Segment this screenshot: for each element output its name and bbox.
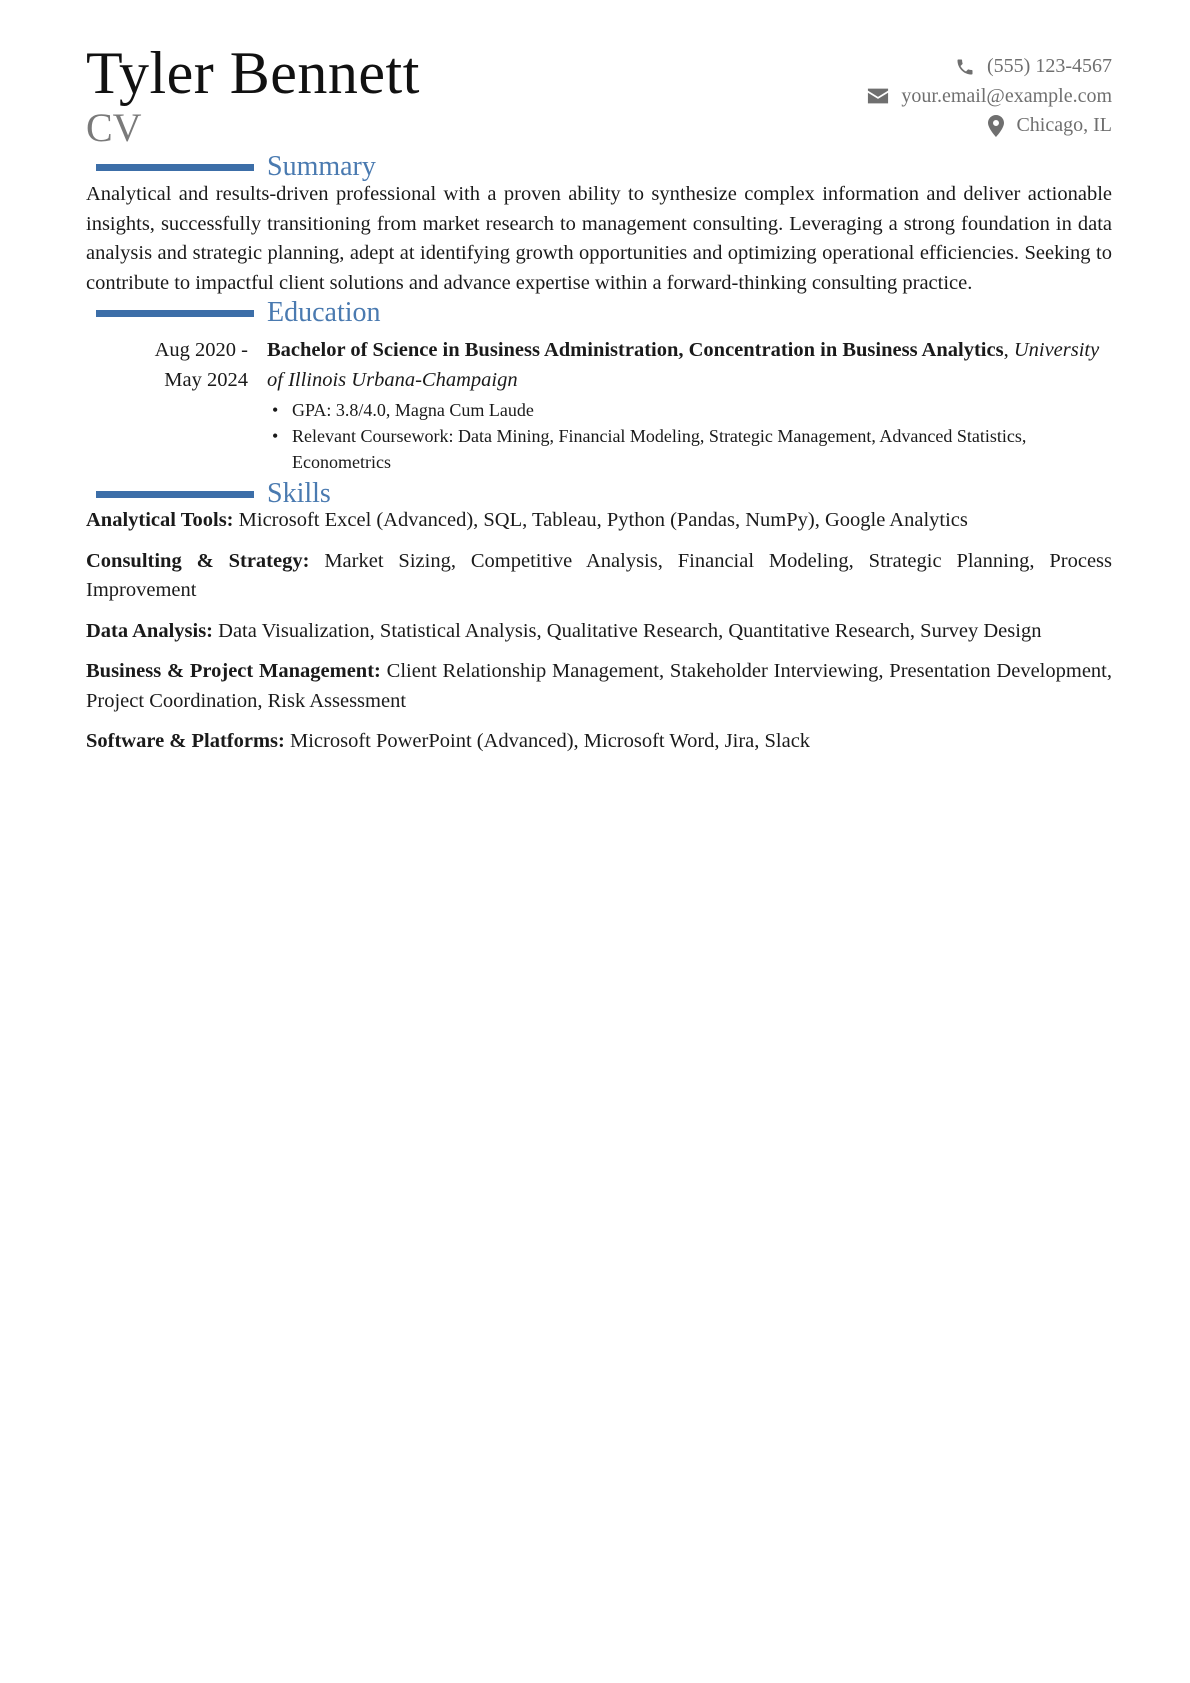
section-rule — [96, 491, 254, 498]
contact-block — [867, 52, 1112, 141]
skill-value: Microsoft Excel (Advanced), SQL, Tableau, Python (Pandas, NumPy), Google Analytics — [233, 509, 968, 531]
summary-text: Analytical and results-driven professional with a proven ability to synthesize complex information and deliver actionable insights, successfully transitioning from market research to management consulting. Leveraging a strong foundation in data analysis and strategic planning, adept at identifying growth opportunities and optimizing operational efficiencies. Seeking to contribute to impactful client solutions and advance expertise within a forward-thinking consulting practice. — [86, 183, 1112, 294]
skills-list — [86, 506, 1112, 757]
contact-email — [867, 82, 1112, 112]
cv-header — [86, 40, 1112, 152]
skill-item — [86, 547, 1112, 606]
skill-item — [86, 657, 1112, 716]
map-marker-icon — [988, 115, 1004, 137]
phone-icon — [955, 57, 975, 77]
education-date-end: May 2024 — [164, 368, 248, 391]
education-date-start: Aug 2020 - — [154, 339, 248, 361]
location-text: Chicago, IL — [1016, 114, 1112, 136]
contact-phone — [867, 52, 1112, 82]
skill-value: Market Sizing, Competitive Analysis, Financial Modeling, Strategic Planning, Process Improvement — [86, 549, 1112, 601]
skill-label: Software & Platforms: — [86, 730, 285, 752]
education-bullets — [267, 397, 1112, 475]
skill-value: Data Visualization, Statistical Analysis, Qualitative Research, Quantitative Research, Survey Design — [213, 619, 1042, 642]
email-text[interactable]: your.email@example.com — [901, 84, 1112, 107]
education-degree: Bachelor of Science in Business Administration, Concentration in Business Analytics — [267, 339, 1004, 361]
cv-page — [86, 40, 1112, 768]
education-separator: , — [1003, 339, 1014, 361]
section-title-education: Education — [267, 297, 381, 328]
skill-item — [86, 617, 1112, 647]
candidate-name: Tyler Bennett — [86, 40, 420, 106]
skill-label: Data Analysis: — [86, 619, 214, 642]
document-subtitle: CV — [86, 105, 142, 150]
summary-heading — [86, 152, 1112, 182]
list-item: • GPA: 3.8/4.0, Magna Cum Laude — [267, 397, 1112, 423]
skill-label: Consulting & Strategy: — [86, 549, 310, 572]
education-title-line — [267, 336, 1112, 395]
skills-heading — [86, 479, 1112, 509]
section-rule — [96, 164, 254, 171]
section-title-skills: Skills — [267, 478, 331, 509]
education-heading — [86, 298, 1112, 328]
section-rule — [96, 310, 254, 317]
section-title-summary: Summary — [267, 151, 376, 182]
phone-text: (555) 123-4567 — [987, 55, 1112, 77]
education-details — [267, 336, 1112, 475]
education-entry — [86, 336, 1112, 475]
contact-location — [867, 111, 1112, 141]
education-dates — [86, 336, 248, 475]
skill-value: Client Relationship Management, Stakeholder Interviewing, Presentation Development, Project Coordination, Risk Assessment — [86, 660, 1112, 712]
envelope-icon — [867, 87, 889, 105]
skill-label: Business & Project Management: — [86, 660, 381, 682]
skill-item — [86, 727, 1112, 757]
education-school: University of Illinois Urbana-Champaign — [267, 339, 1100, 391]
skill-label: Analytical Tools: — [86, 509, 234, 531]
skill-item — [86, 506, 1112, 536]
skill-value: Microsoft PowerPoint (Advanced), Microsoft Word, Jira, Slack — [284, 730, 811, 752]
list-item: • Relevant Coursework: Data Mining, Financial Modeling, Strategic Management, Advanced Statistics, Econometrics — [267, 423, 1112, 475]
